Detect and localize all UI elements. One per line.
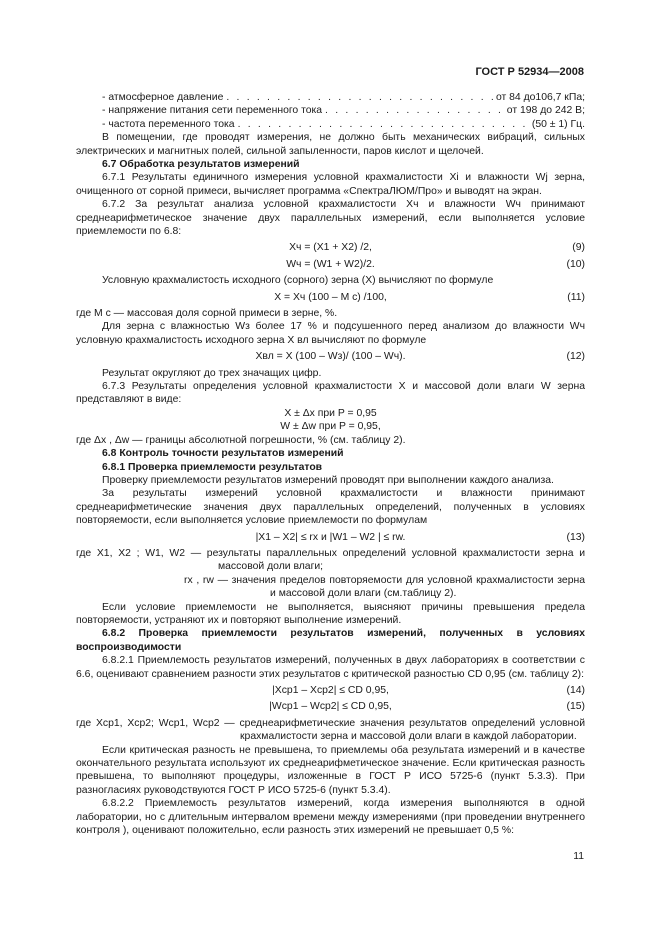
paragraph-where-delta: где Δx , Δw — границы абсолютной погрешности, % (см. таблицу 2). bbox=[76, 434, 406, 446]
equation-formula: |Wср1 – Wср2| ≤ CD 0,95, bbox=[269, 701, 392, 713]
heading-6-8-2: 6.8.2 Проверка приемлемости результатов измерений, полученных в условиях воспроизводимости bbox=[76, 628, 585, 653]
equation-number: (15) bbox=[566, 701, 585, 713]
equation-10 bbox=[76, 258, 585, 271]
equation-number: (14) bbox=[566, 684, 585, 696]
paragraph-6-8-2-1: 6.8.2.1 Приемлемость результатов измерений, полученных в двух лабораториях в соответствии с 6.6, оценивают сравнением разности этих результатов с критической разностью CD 0,95 (см. таблицу 2): bbox=[76, 655, 585, 680]
equation-formula: X = Xч (100 – M с) /100, bbox=[274, 291, 387, 303]
heading-6-8: 6.8 Контроль точности результатов измерений bbox=[102, 448, 344, 460]
paragraph-critical-difference: Если критическая разность не превышена, то приемлемы оба результата измерений и в качестве окончательного результата используют их среднеарифметическое значение. Если критическая разность превышена, то выполняют процедуры, изложенные в ГОСТ Р ИСО 5725-6 (пункт 5.3.3). При разногласиях руководствуются ГОСТ Р ИСО 5725-6 (пункт 5.3.4). bbox=[76, 744, 585, 796]
result-w: W ± Δw при P = 0,95, bbox=[280, 421, 381, 433]
condition-frequency: - частота переменного тока . . . (50 ± 1) Гц. bbox=[76, 118, 585, 131]
equation-formula: |Xср1 – Xср2| ≤ CD 0,95, bbox=[272, 684, 389, 696]
equation-11 bbox=[76, 291, 585, 304]
page-number: 11 bbox=[573, 851, 584, 862]
paragraph-where-cp: где Xср1, Xср2; Wср1, Wср2 — среднеарифметические значения результатов определений условной крахмалистости зерна и массовой доли влаги в каждой лаборатории. bbox=[76, 717, 585, 743]
equation-12 bbox=[76, 350, 585, 363]
heading-6-8-1: 6.8.1 Проверка приемлемости результатов bbox=[102, 461, 323, 473]
paragraph-6-7-1: 6.7.1 Результаты единичного измерения условной крахмалистости Xi и влажности Wj зерна, очищенного от сорной примеси, вычисляет программа «СпектраЛЮМ/Про» и выводят на экран. bbox=[76, 172, 585, 197]
equation-formula: Wч = (W1 + W2)/2. bbox=[286, 258, 375, 270]
paragraph-where-x1: где X1, X2 ; W1, W2 — результаты параллельных определений условной крахмалистости зерна и массовой доли влаги; bbox=[76, 547, 585, 573]
condition-voltage: - напряжение питания сети переменного тока . . . от 198 до 242 В; bbox=[76, 104, 585, 117]
equation-15 bbox=[76, 700, 585, 713]
paragraph-rounding: Результат округляют до трех значащих цифр. bbox=[102, 367, 322, 379]
equation-number: (13) bbox=[566, 531, 585, 543]
equation-number: (10) bbox=[566, 258, 585, 270]
equation-9 bbox=[76, 241, 585, 254]
paragraph-where-r: rx , rw — значения пределов повторяемости для условной крахмалистости зерна и массовой доли влаги (см.таблицу 2). bbox=[184, 574, 585, 600]
leader-dots bbox=[223, 91, 496, 104]
equation-formula: Xвл = X (100 – Wз)/ (100 – Wч). bbox=[255, 351, 406, 363]
condition-pressure: - атмосферное давление . . . от 84 до106,7 кПа; bbox=[76, 91, 585, 104]
paragraph-where-mc: где M с — массовая доля сорной примеси в зерне, %. bbox=[76, 308, 338, 320]
paragraph-6-7-3: 6.7.3 Результаты определения условной крахмалистости X и массовой доли влаги W зерна представляют в виде: bbox=[76, 381, 585, 406]
leader-dots bbox=[235, 118, 532, 131]
document-code: ГОСТ Р 52934—2008 bbox=[475, 66, 584, 78]
equation-formula: |X1 – X2| ≤ rx и |W1 – W2 | ≤ rw. bbox=[255, 531, 406, 543]
equation-number: (11) bbox=[567, 291, 585, 303]
paragraph-6-8-1b: За результаты измерений условной крахмалистости и влажности принимают среднеарифметические значения двух параллельных определений, полученных в условиях повторяемости, если выполняется условие приемлемости по формулам bbox=[76, 488, 585, 527]
equation-number: (12) bbox=[566, 351, 585, 363]
paragraph-wet-grain: Для зерна с влажностью Wз более 17 % и подсушенного перед анализом до влажности Wч условную крахмалистость исходного зерна X вл вычисляют по формуле bbox=[76, 321, 585, 346]
paragraph-6-8-1a: Проверку приемлемости результатов измерений проводят при выполнении каждого анализа. bbox=[102, 474, 554, 486]
paragraph-source-grain: Условную крахмалистость исходного (сорного) зерна (X) вычисляют по формуле bbox=[102, 275, 494, 287]
heading-6-7: 6.7 Обработка результатов измерений bbox=[102, 159, 300, 171]
paragraph-fail: Если условие приемлемости не выполняется, выясняют причины превышения предела повторяемости, устраняют их и повторяют выполнение измерений. bbox=[76, 601, 585, 626]
equation-formula: Xч = (X1 + X2) /2, bbox=[289, 242, 372, 254]
equation-14 bbox=[76, 684, 585, 697]
result-x: X ± Δx при P = 0,95 bbox=[284, 407, 377, 419]
leader-dots bbox=[322, 104, 507, 117]
document-body bbox=[76, 91, 585, 837]
paragraph-room: В помещении, где проводят измерения, не должно быть механических вибраций, сильных электрических и магнитных полей, сильной запыленности, паров кислот и щелочей. bbox=[76, 132, 585, 157]
equation-13 bbox=[76, 531, 585, 544]
equation-number: (9) bbox=[572, 242, 585, 254]
paragraph-6-8-2-2: 6.8.2.2 Приемлемость результатов измерений, когда измерения выполняются в одной лаборатории, но с длительным интервалом времени между измерениями (при проведении внутреннего контроля ), оценивают положительно, если разность этих измерений не превышает 0,5 %: bbox=[76, 798, 585, 837]
paragraph-6-7-2: 6.7.2 За результат анализа условной крахмалистости Xч и влажности Wч принимают среднеарифметическое значение двух параллельных измерений, если выполняется условие приемлемости по 6.8: bbox=[76, 199, 585, 238]
